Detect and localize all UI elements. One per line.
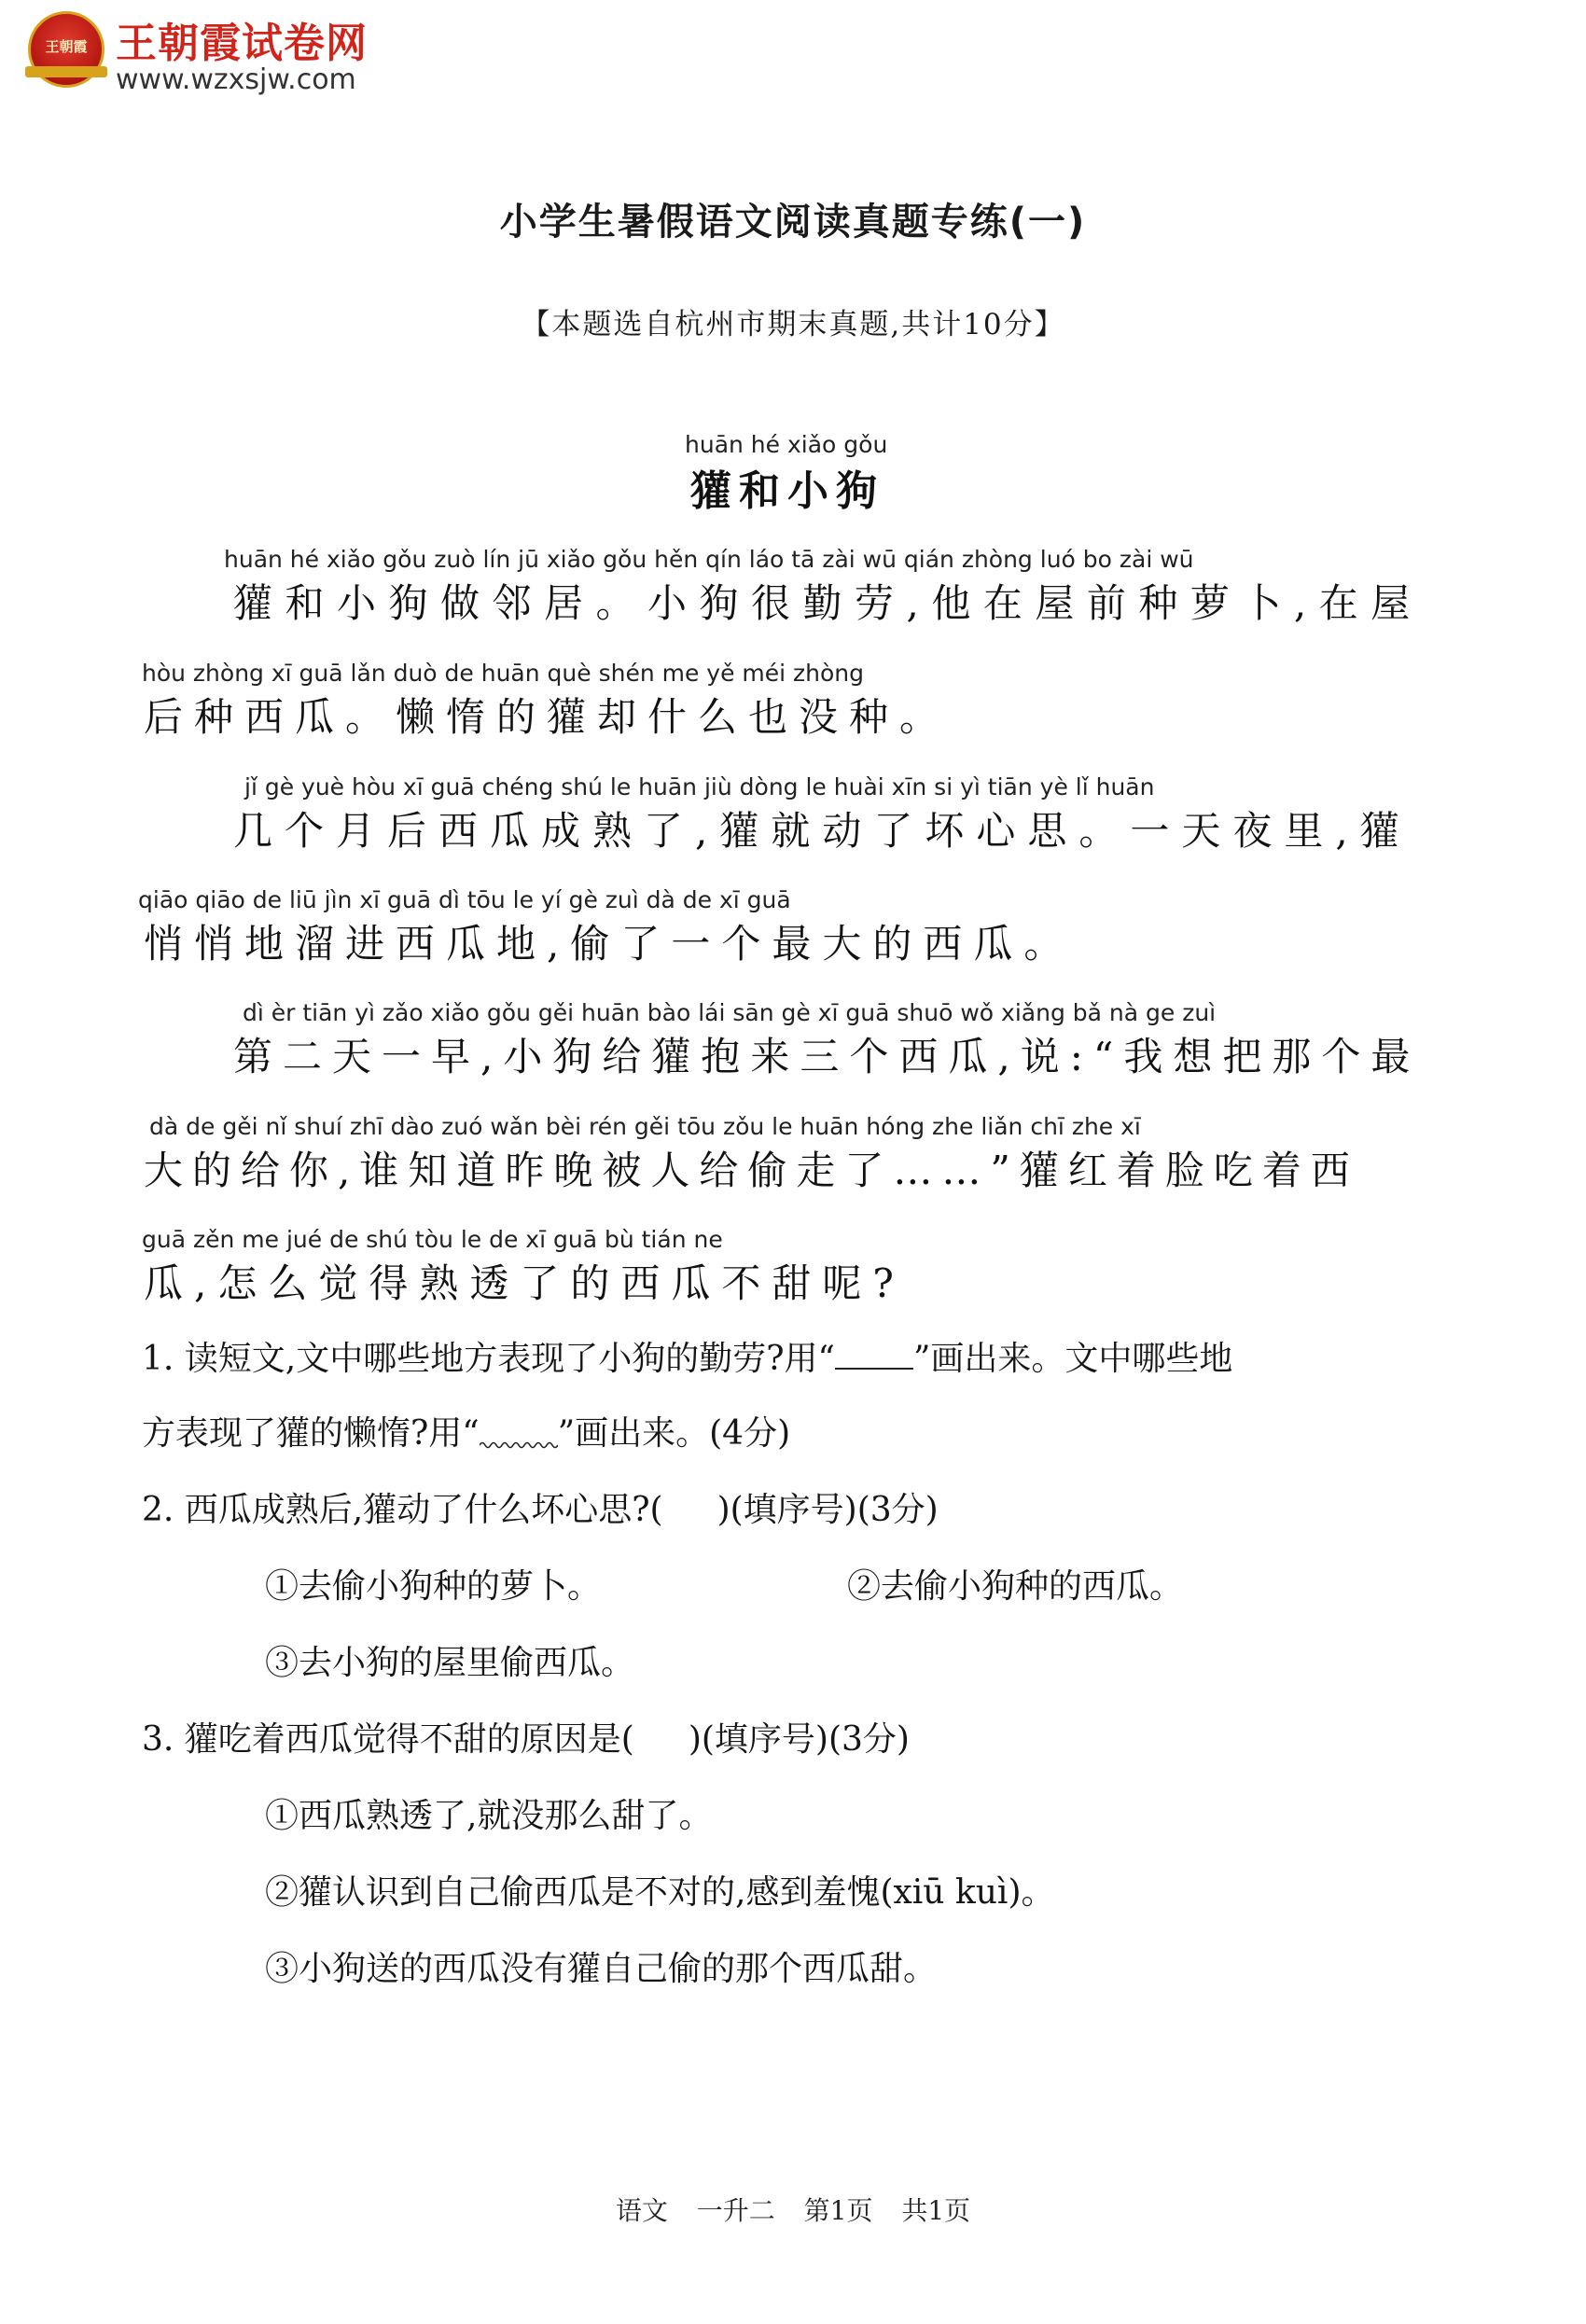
story-line-3: 几个月后西瓜成熟了,獾就动了坏心思。一天夜里,獾 [233,808,1412,854]
logo-title: 王朝霞试卷网 [116,20,368,67]
story-line-4: 悄悄地溜进西瓜地,偷了一个最大的西瓜。 [144,921,1075,967]
logo-url: www.wzxsjw.com [116,63,356,96]
story-line-6-pinyin: dà de gěi nǐ shuí zhī dào zuó wǎn bèi rén gěi tōu zǒu le huān hóng zhe liǎn chī zhe xī [149,1113,1141,1140]
page-subtitle: 【本题选自杭州市期末真题,共计10分】 [521,308,1065,341]
story-line-5: 第二天一早,小狗给獾抱来三个西瓜,说:“我想把那个最 [233,1034,1421,1079]
story-title: 獾和小狗 [690,467,884,515]
story-line-5-pinyin: dì èr tiān yì zǎo xiǎo gǒu gěi huān bào lái sān gè xī guā shuō wǒ xiǎng bǎ nà ge zuì [243,999,1217,1026]
question-1-text-c: 方表现了獾的懒惰?用“ [142,1414,480,1453]
logo-ribbon [25,66,107,77]
logo-emblem [28,11,104,88]
story-line-6: 大的给你,谁知道昨晚被人给偷走了……”獾红着脸吃着西 [144,1148,1359,1193]
question-3-text-b: )(填序号)(3分) [688,1720,910,1759]
question-3-option-1: ①西瓜熟透了,就没那么甜了。 [265,1797,713,1835]
story-line-1: 獾和小狗做邻居。小狗很勤劳,他在屋前种萝卜,在屋 [233,580,1423,626]
question-1-text-a: 1. 读短文,文中哪些地方表现了小狗的勤劳?用“ [142,1340,835,1378]
page-title: 小学生暑假语文阅读真题专练(一) [499,201,1087,244]
story-line-3-pinyin: jǐ gè yuè hòu xī guā chéng shú le huān jiù dòng le huài xīn si yì tiān yè lǐ huān [244,773,1155,800]
page-footer: 语文 一升二 第1页 共1页 [615,2195,971,2226]
story-line-7-pinyin: guā zěn me jué de shú tòu le de xī guā bù tián ne [142,1226,723,1253]
question-2-option-3: ③去小狗的屋里偷西瓜。 [265,1644,635,1682]
question-1-text-d: ”画出来。(4分) [557,1414,791,1453]
story-line-1-pinyin: huān hé xiǎo gǒu zuò lín jū xiǎo gǒu hěn qín láo tā zài wū qián zhòng luó bo zài wū [224,546,1194,573]
question-2-text-b: )(填序号)(3分) [716,1491,939,1529]
story-title-pinyin: huān hé xiǎo gǒu [685,431,888,458]
wavy-underline-sample [480,1420,558,1444]
question-1-text-b: ”画出来。文中哪些地 [912,1340,1233,1378]
question-3 [142,1713,910,1760]
question-2-option-2: ②去偷小狗种的西瓜。 [847,1567,1184,1606]
question-3-text-a: 3. 獾吃着西瓜觉得不甜的原因是( [142,1720,634,1759]
question-3-option-2: ②獾认识到自己偷西瓜是不对的,感到羞愧(xiū kuì)。 [265,1873,1055,1912]
question-2-option-1: ①去偷小狗种的萝卜。 [265,1567,602,1606]
story-line-4-pinyin: qiāo qiāo de liū jìn xī guā dì tōu le yí gè zuì dà de xī guā [138,886,791,913]
question-1-line-2 [142,1407,790,1454]
question-2 [142,1483,939,1531]
underline-sample [835,1343,913,1370]
question-3-option-3: ③小狗送的西瓜没有獾自己偷的那个西瓜甜。 [265,1950,938,1988]
logo-emblem-text: 王朝霞 [45,38,88,55]
question-1-line-1 [142,1332,1232,1380]
question-2-text-a: 2. 西瓜成熟后,獾动了什么坏心思?( [142,1491,663,1529]
story-line-2-pinyin: hòu zhòng xī guā lǎn duò de huān què shén me yě méi zhòng [142,660,865,687]
story-line-2: 后种西瓜。懒惰的獾却什么也没种。 [144,694,951,740]
story-line-7: 瓜,怎么觉得熟透了的西瓜不甜呢? [144,1260,905,1306]
